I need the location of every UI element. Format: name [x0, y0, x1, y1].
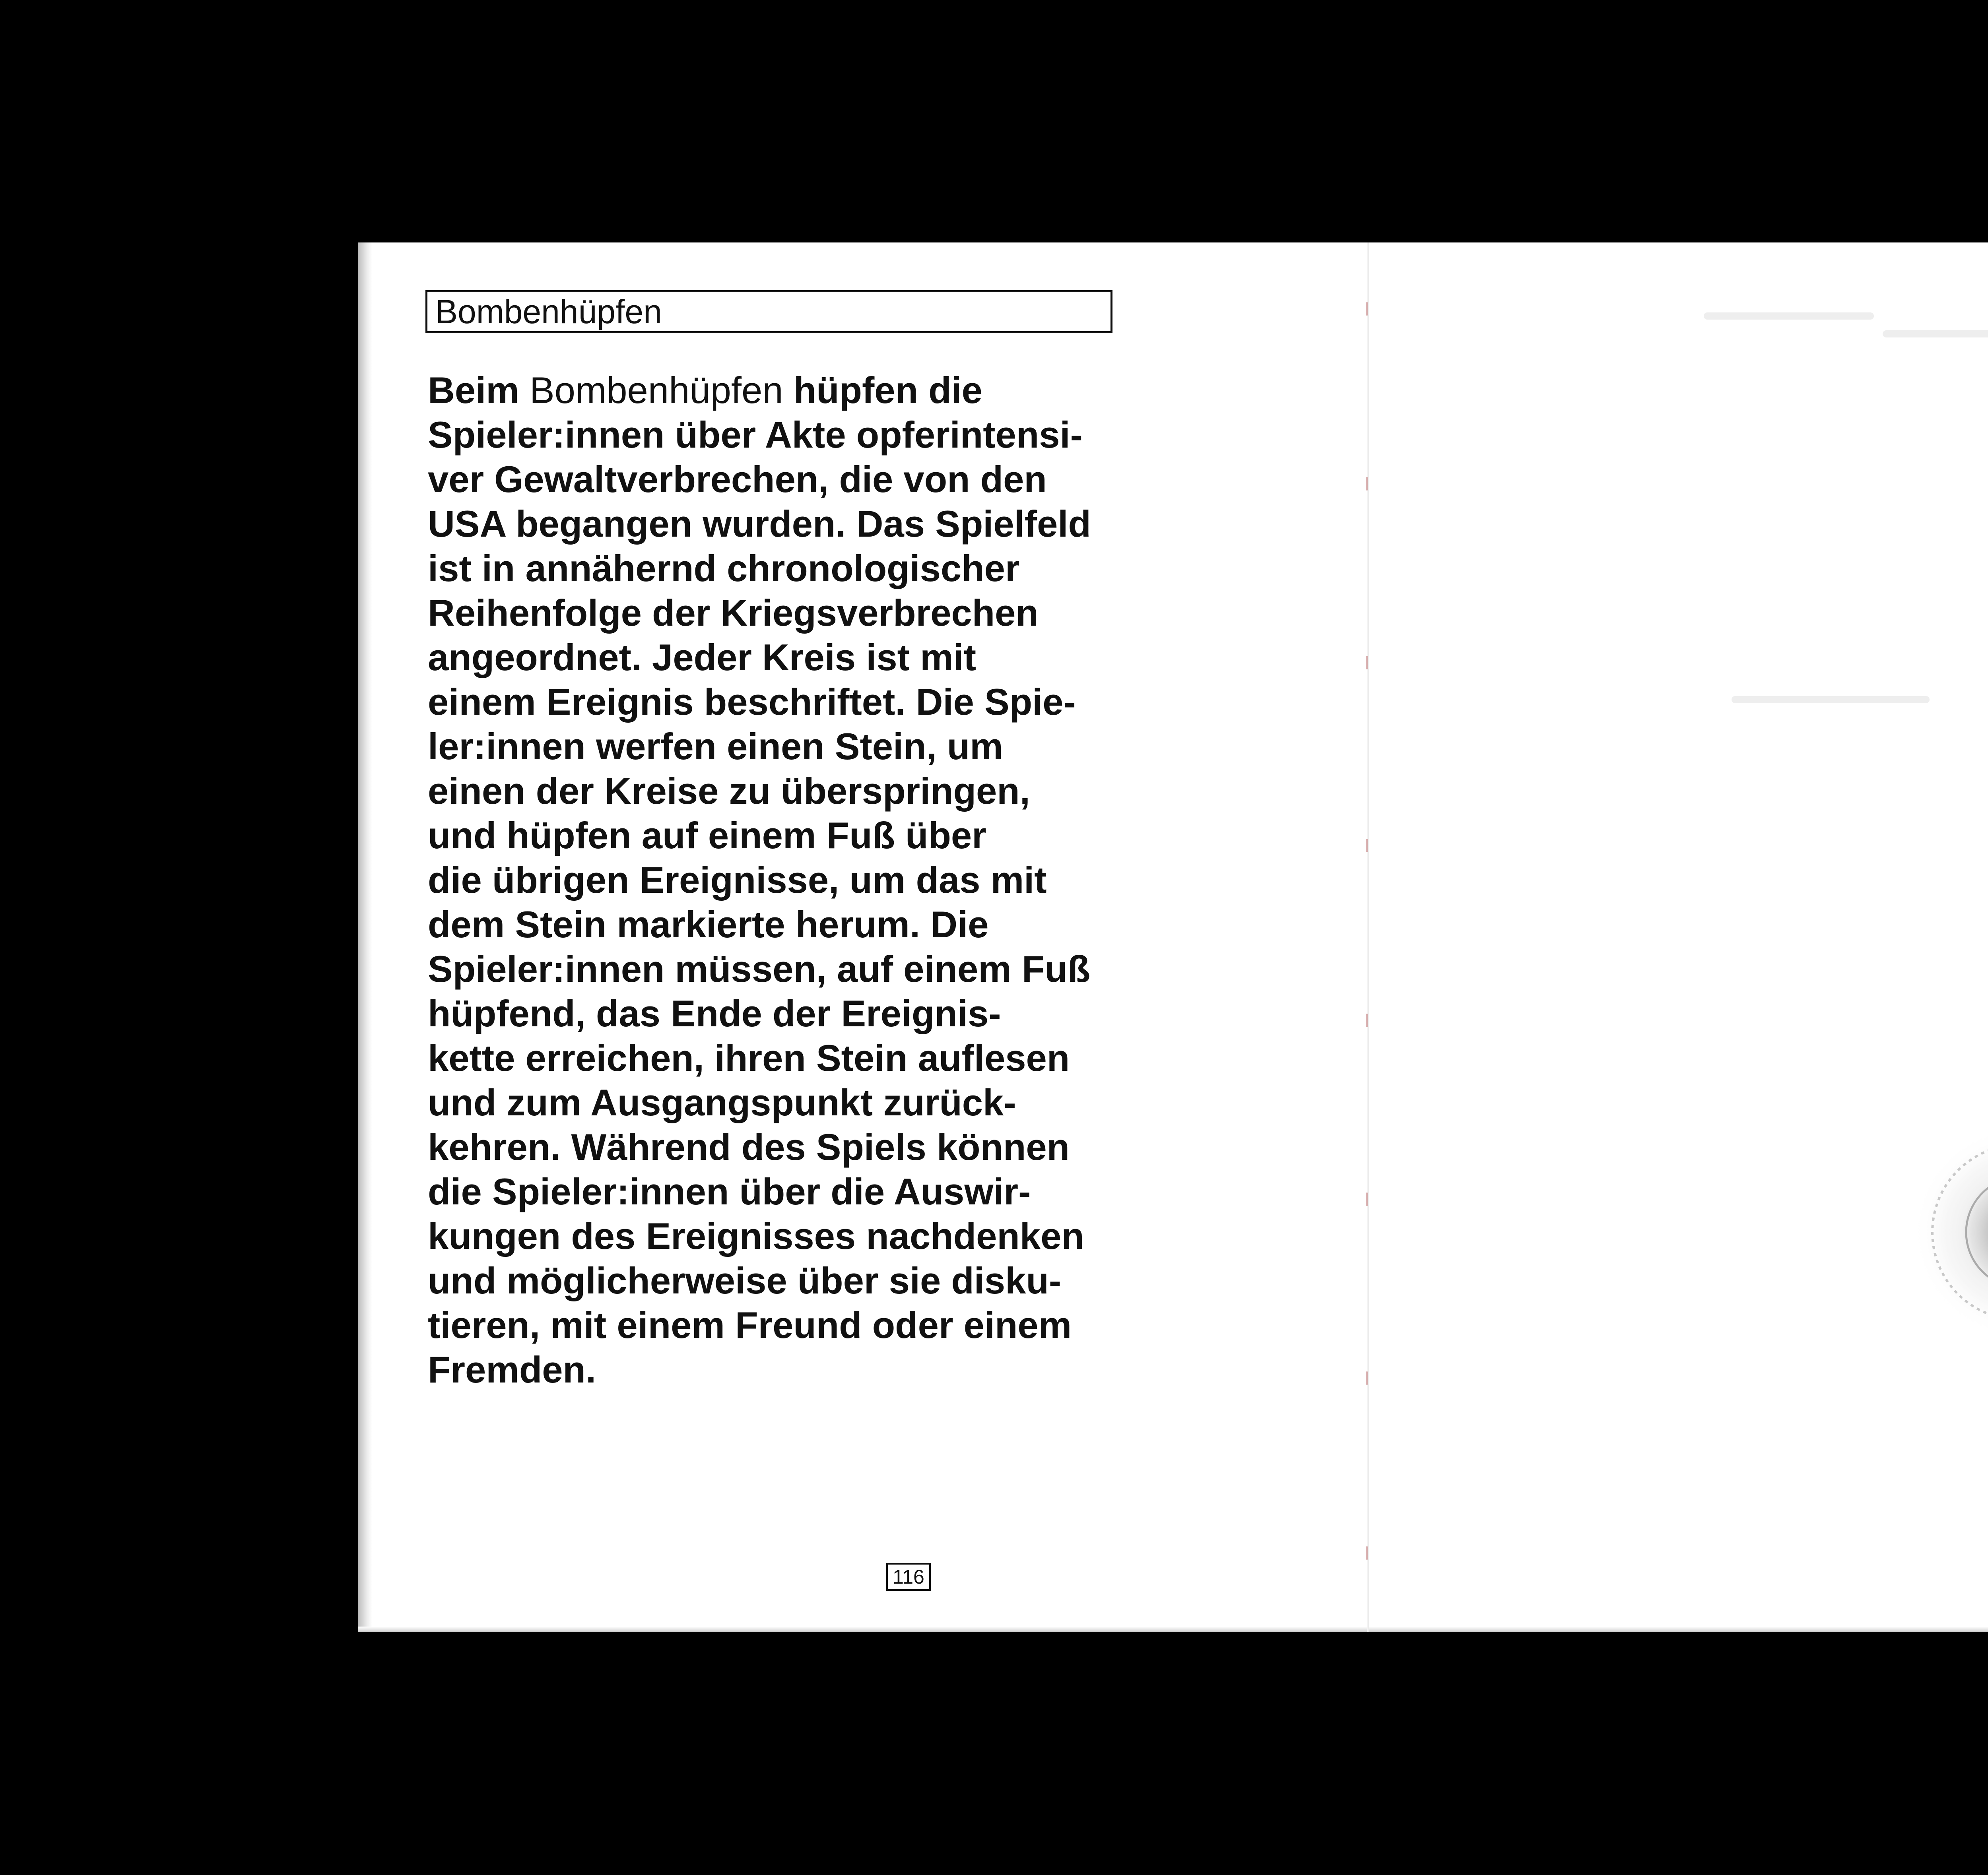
- hopscotch-circle-d: [1912, 1125, 1988, 1340]
- right-page: [1369, 242, 1988, 1632]
- show-through-lines: [1707, 316, 1988, 839]
- body-text-rest: hüpfen die Spieler:innen über Akte opferintensi- ver Gewaltverbrechen, die von den USA begangen wurden. Das Spielfeld ist in annähernd chronologischer Reihenfolge der Kriegsverbrechen angeordnet. Jeder Kreis ist mit einem Ereignis beschriftet. Die Spie- ler:innen werfen einen Stein, um einen der Kreise zu überspringen, und hüpfen auf einem Fuß über die übrigen Ereignisse, um das mit dem Stein markierte herum. Die Spieler:innen müssen, auf einem Fuß hüpfend, das Ende der Ereignis- kette erreichen, ihren Stein auflesen und zum Ausgangspunkt zurück- kehren. Während des Spiels können die Spieler:innen über die Auswir- kungen des Ereignisses nachdenken und möglicherweise über sie disku- tieren, mit einem Freund oder einem Fremden.: [428, 369, 1091, 1390]
- hopscotch-circles-drawing: [1369, 242, 1988, 1632]
- lead-bold-word: Beim: [428, 369, 519, 411]
- body-paragraph: [428, 368, 1128, 1392]
- book-spread: [358, 242, 1988, 1632]
- page-number: 116: [886, 1563, 931, 1591]
- lead-game-name: Bombenhüpfen: [529, 369, 783, 411]
- left-page: [358, 242, 1368, 1632]
- section-heading: Bombenhüpfen: [425, 290, 1112, 333]
